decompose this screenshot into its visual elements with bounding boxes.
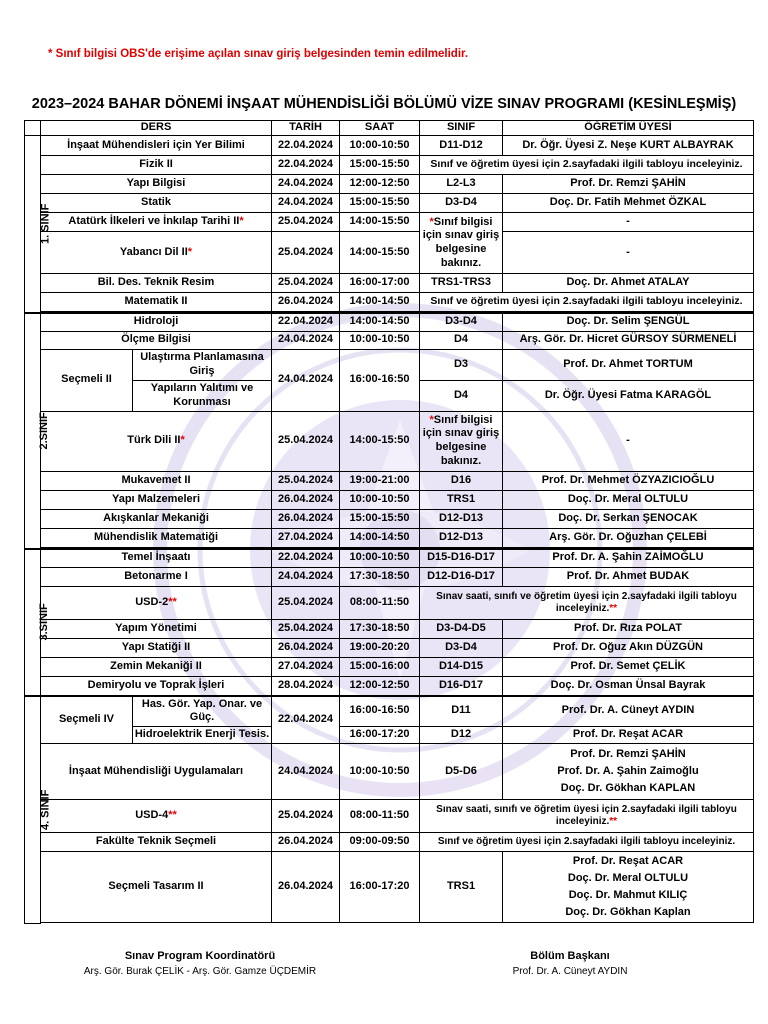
course-name: Seçmeli II: [41, 349, 133, 411]
exam-time: 16:00-16:50: [340, 696, 420, 727]
department-head-name: Prof. Dr. A. Cüneyt AYDIN: [512, 966, 628, 977]
table-row: [25, 175, 754, 194]
exam-date: 22.04.2024: [272, 136, 340, 156]
exam-time: 14:00-14:50: [340, 528, 420, 547]
see-page2-note: Sınıf ve öğretim üyesi için 2.sayfadaki ilgili tabloyu inceleyiniz.: [420, 833, 754, 852]
table-row: [25, 833, 754, 852]
instructor: Doç. Dr. Ahmet ATALAY: [503, 274, 754, 293]
exam-room: D11-D12: [420, 136, 503, 156]
exam-time: 10:00-10:50: [340, 549, 420, 568]
exam-date: 22.04.2024: [272, 156, 340, 175]
table-row: [25, 232, 754, 274]
instructor: Prof. Dr. A. Şahin ZAİMOĞLU: [503, 549, 754, 568]
exam-date: 24.04.2024: [272, 744, 340, 800]
exam-date: 26.04.2024: [272, 639, 340, 658]
instructor: Doç. Dr. Meral OLTULU: [567, 871, 689, 884]
instructor: Prof. Dr. A. Şahin Zaimoğlu: [557, 764, 699, 777]
coordinator-names: Arş. Gör. Burak ÇELİK - Arş. Gör. Gamze ÜÇDEMİR: [83, 966, 317, 977]
header-sinif: SINIF: [420, 121, 503, 136]
department-head-signature: [470, 950, 670, 977]
exam-date: 25.04.2024: [272, 274, 340, 293]
table-row: [25, 313, 754, 331]
instructor: Prof. Dr. Ahmet TORTUM: [503, 349, 754, 380]
course-name: Yabancı Dil II*: [41, 232, 272, 274]
exam-room: D12-D13: [420, 509, 503, 528]
exam-time: 19:00-21:00: [340, 471, 420, 490]
doc-note: *Sınıf bilgisi için sınav giriş belgesine bakınız.: [420, 213, 503, 274]
table-row: [25, 213, 754, 232]
exam-room: TRS1: [420, 852, 503, 923]
course-name: Akışkanlar Mekaniği: [41, 509, 272, 528]
instructor: -: [503, 411, 754, 471]
exam-time: 12:00-12:50: [340, 677, 420, 696]
exam-time: 17:30-18:50: [340, 620, 420, 639]
exam-room: D16: [420, 471, 503, 490]
instructor: Arş. Gör. Dr. Oğuzhan ÇELEBİ: [503, 528, 754, 547]
header-saat: SAAT: [340, 121, 420, 136]
exam-date: 27.04.2024: [272, 528, 340, 547]
exam-time: 15:00-15:50: [340, 509, 420, 528]
table-row: [25, 490, 754, 509]
course-name: Yapı Statiği II: [41, 639, 272, 658]
course-name: Yapı Bilgisi: [41, 175, 272, 194]
year-label-1: 1. SINIF: [25, 136, 41, 314]
exam-date: 22.04.2024: [272, 696, 340, 744]
header-ogretim: ÖĞRETİM ÜYESİ: [503, 121, 754, 136]
exam-date: 25.04.2024: [272, 232, 340, 274]
course-name: Betonarme I: [41, 568, 272, 587]
exam-time: 12:00-12:50: [340, 175, 420, 194]
table-row: [25, 727, 754, 744]
table-row: [25, 136, 754, 156]
year-label-2: 2.SINIF: [25, 313, 41, 549]
exam-time: 14:00-15:50: [340, 232, 420, 274]
instructor: -: [503, 232, 754, 274]
course-name: Fizik II: [41, 156, 272, 175]
course-name: Ölçme Bilgisi: [41, 331, 272, 349]
instructor: Prof. Dr. Semet ÇELİK: [503, 658, 754, 677]
instructor: Dr. Öğr. Üyesi Z. Neşe KURT ALBAYRAK: [503, 136, 754, 156]
table-row: [25, 677, 754, 696]
table-row: [25, 620, 754, 639]
instructor: Doç. Dr. Mahmut KILIÇ: [568, 889, 688, 901]
instructor: Prof. Dr. Remzi ŞAHİN: [570, 747, 686, 760]
exam-date: 26.04.2024: [272, 509, 340, 528]
coordinator-signature: [83, 950, 317, 977]
exam-slot-note: Sınav saati, sınıfı ve öğretim üyesi için 2.sayfadaki ilgili tabloyu inceleyiniz.**: [420, 800, 754, 833]
exam-date: 24.04.2024: [272, 349, 340, 411]
table-row: [25, 568, 754, 587]
exam-date: 25.04.2024: [272, 587, 340, 620]
exam-room: D14-D15: [420, 658, 503, 677]
course-name: Türk Dili II*: [41, 411, 272, 471]
course-name: Bil. Des. Teknik Resim: [41, 274, 272, 293]
instructor-list: [503, 852, 754, 923]
coordinator-title: Sınav Program Koordinatörü: [124, 950, 276, 962]
exam-date: 22.04.2024: [272, 549, 340, 568]
course-name: Yapım Yönetimi: [41, 620, 272, 639]
exam-room: D15-D16-D17: [420, 549, 503, 568]
table-row: [25, 274, 754, 293]
exam-time: 08:00-11:50: [340, 587, 420, 620]
course-name: Statik: [41, 194, 272, 213]
header-tarih: TARİH: [272, 121, 340, 136]
instructor: Dr. Öğr. Üyesi Fatma KARAGÖL: [503, 380, 754, 411]
elective-option: Hidroelektrik Enerji Tesis.: [133, 727, 272, 744]
course-name: Hidroloji: [41, 313, 272, 331]
year-label-3: 3.SINIF: [25, 549, 41, 696]
course-name: Matematik II: [41, 293, 272, 312]
course-name: Seçmeli Tasarım II: [41, 852, 272, 923]
exam-date: 26.04.2024: [272, 852, 340, 923]
table-row: [25, 471, 754, 490]
course-name: İnşaat Mühendisleri için Yer Bilimi: [41, 136, 272, 156]
exam-date: 25.04.2024: [272, 800, 340, 833]
exam-time: 16:00-16:50: [340, 349, 420, 411]
exam-time: 10:00-10:50: [340, 744, 420, 800]
exam-date: 24.04.2024: [272, 194, 340, 213]
table-row: [25, 528, 754, 547]
see-page2-note: Sınıf ve öğretim üyesi için 2.sayfadaki ilgili tabloyu inceleyiniz.: [420, 156, 754, 175]
table-row: [25, 658, 754, 677]
exam-time: 16:00-17:00: [340, 274, 420, 293]
doc-note: *Sınıf bilgisi için sınav giriş belgesine bakınız.: [420, 411, 503, 471]
exam-time: 08:00-11:50: [340, 800, 420, 833]
instructor: Prof. Dr. Oğuz Akın DÜZGÜN: [503, 639, 754, 658]
exam-date: 25.04.2024: [272, 620, 340, 639]
course-name: Demiryolu ve Toprak İşleri: [41, 677, 272, 696]
instructor: Doç. Dr. Osman Ünsal Bayrak: [503, 677, 754, 696]
exam-time: 15:00-15:50: [340, 194, 420, 213]
exam-date: 27.04.2024: [272, 658, 340, 677]
table-row: [25, 639, 754, 658]
exam-time: 14:00-15:50: [340, 213, 420, 232]
exam-room: D3-D4-D5: [420, 620, 503, 639]
instructor: Prof. Dr. A. Cüneyt AYDIN: [503, 696, 754, 727]
department-head-title: Bölüm Başkanı: [530, 950, 610, 962]
exam-time: 10:00-10:50: [340, 331, 420, 349]
exam-room: D11: [420, 696, 503, 727]
exam-date: 22.04.2024: [272, 313, 340, 331]
exam-time: 14:00-15:50: [340, 411, 420, 471]
course-name: Atatürk İlkeleri ve İnkılap Tarihi II*: [41, 213, 272, 232]
exam-date: 25.04.2024: [272, 213, 340, 232]
instructor: Prof. Dr. Reşat ACAR: [503, 727, 754, 744]
year-label-4: 4. SINIF: [25, 696, 41, 924]
exam-date: 24.04.2024: [272, 175, 340, 194]
table-row: [25, 852, 754, 923]
exam-date: 25.04.2024: [272, 411, 340, 471]
course-name: Yapı Malzemeleri: [41, 490, 272, 509]
course-name: Zemin Mekaniği II: [41, 658, 272, 677]
elective-option: Ulaştırma Planlamasına Giriş: [133, 349, 272, 380]
exam-date: 24.04.2024: [272, 568, 340, 587]
exam-time: 14:00-14:50: [340, 313, 420, 331]
course-name: Temel İnşaatı: [41, 549, 272, 568]
instructor: Prof. Dr. Rıza POLAT: [503, 620, 754, 639]
table-row: [25, 800, 754, 833]
exam-room: D3-D4: [420, 194, 503, 213]
elective-option: Yapıların Yalıtımı ve Korunması: [133, 380, 272, 411]
table-row: [25, 293, 754, 312]
table-row: [25, 549, 754, 568]
exam-room: D16-D17: [420, 677, 503, 696]
exam-time: 16:00-17:20: [340, 852, 420, 923]
instructor: Doç. Dr. Serkan ŞENOCAK: [503, 509, 754, 528]
exam-time: 10:00-10:50: [340, 490, 420, 509]
exam-schedule-table: [24, 120, 754, 924]
course-name: Seçmeli IV: [41, 696, 133, 744]
table-row: [25, 331, 754, 349]
header-ders: DERS: [41, 121, 272, 136]
table-row: [25, 194, 754, 213]
exam-room: D5-D6: [420, 744, 503, 800]
instructor: Doç. Dr. Gökhan KAPLAN: [560, 782, 696, 795]
exam-time: 09:00-09:50: [340, 833, 420, 852]
instructor: Prof. Dr. Ahmet BUDAK: [503, 568, 754, 587]
instructor-list: [503, 744, 754, 800]
exam-room: TRS1: [420, 490, 503, 509]
exam-date: 26.04.2024: [272, 490, 340, 509]
instructor: Doç. Dr. Fatih Mehmet ÖZKAL: [503, 194, 754, 213]
table-row: [25, 156, 754, 175]
elective-option: Has. Gör. Yap. Onar. ve Güç.: [133, 696, 272, 727]
exam-date: 24.04.2024: [272, 331, 340, 349]
instructor: -: [503, 213, 754, 232]
instructor: Arş. Gör. Dr. Hicret GÜRSOY SÜRMENELİ: [503, 331, 754, 349]
exam-date: 26.04.2024: [272, 833, 340, 852]
exam-date: 26.04.2024: [272, 293, 340, 312]
exam-time: 15:00-16:00: [340, 658, 420, 677]
table-row: [25, 349, 754, 380]
page-title: 2023–2024 BAHAR DÖNEMİ İNŞAAT MÜHENDİSLİĞİ BÖLÜMÜ VİZE SINAV PROGRAMI (KESİNLEŞMİŞ): [31, 96, 737, 112]
exam-room: D3-D4: [420, 639, 503, 658]
exam-room: D12-D13: [420, 528, 503, 547]
course-name: Mukavemet II: [41, 471, 272, 490]
note-class-info: * Sınıf bilgisi OBS'de erişime açılan sınav giriş belgesinden temin edilmelidir.: [48, 48, 469, 60]
exam-room: D3-D4: [420, 313, 503, 331]
exam-room: L2-L3: [420, 175, 503, 194]
exam-time: 17:30-18:50: [340, 568, 420, 587]
instructor: Prof. Dr. Reşat ACAR: [572, 854, 684, 867]
exam-slot-note: Sınav saati, sınıfı ve öğretim üyesi için 2.sayfadaki ilgili tabloyu inceleyiniz.**: [420, 587, 754, 620]
table-row: [25, 744, 754, 800]
exam-time: 14:00-14:50: [340, 293, 420, 312]
exam-time: 10:00-10:50: [340, 136, 420, 156]
course-name: Mühendislik Matematiği: [41, 528, 272, 547]
course-name: Fakülte Teknik Seçmeli: [41, 833, 272, 852]
exam-room: D12-D16-D17: [420, 568, 503, 587]
instructor: Doç. Dr. Meral OLTULU: [503, 490, 754, 509]
exam-room: D3: [420, 349, 503, 380]
instructor: Doç. Dr. Gökhan Kaplan: [565, 906, 691, 919]
instructor: Doç. Dr. Selim ŞENGÜL: [503, 313, 754, 331]
table-header-row: [25, 121, 754, 136]
exam-room: TRS1-TRS3: [420, 274, 503, 293]
exam-time: 19:00-20:20: [340, 639, 420, 658]
see-page2-note: Sınıf ve öğretim üyesi için 2.sayfadaki ilgili tabloyu inceleyiniz.: [420, 293, 754, 312]
exam-room: D12: [420, 727, 503, 744]
table-row: [25, 696, 754, 727]
course-name: USD-4**: [41, 800, 272, 833]
table-row: [25, 587, 754, 620]
instructor: Prof. Dr. Remzi ŞAHİN: [503, 175, 754, 194]
table-row: [25, 509, 754, 528]
exam-time: 16:00-17:20: [340, 727, 420, 744]
exam-room: D4: [420, 331, 503, 349]
table-row: [25, 411, 754, 471]
course-name: İnşaat Mühendisliği Uygulamaları: [41, 744, 272, 800]
year-header: [25, 121, 41, 136]
course-name: USD-2**: [41, 587, 272, 620]
exam-time: 15:00-15:50: [340, 156, 420, 175]
instructor: Prof. Dr. Mehmet ÖZYAZICIOĞLU: [503, 471, 754, 490]
exam-date: 28.04.2024: [272, 677, 340, 696]
exam-date: 25.04.2024: [272, 471, 340, 490]
exam-room: D4: [420, 380, 503, 411]
